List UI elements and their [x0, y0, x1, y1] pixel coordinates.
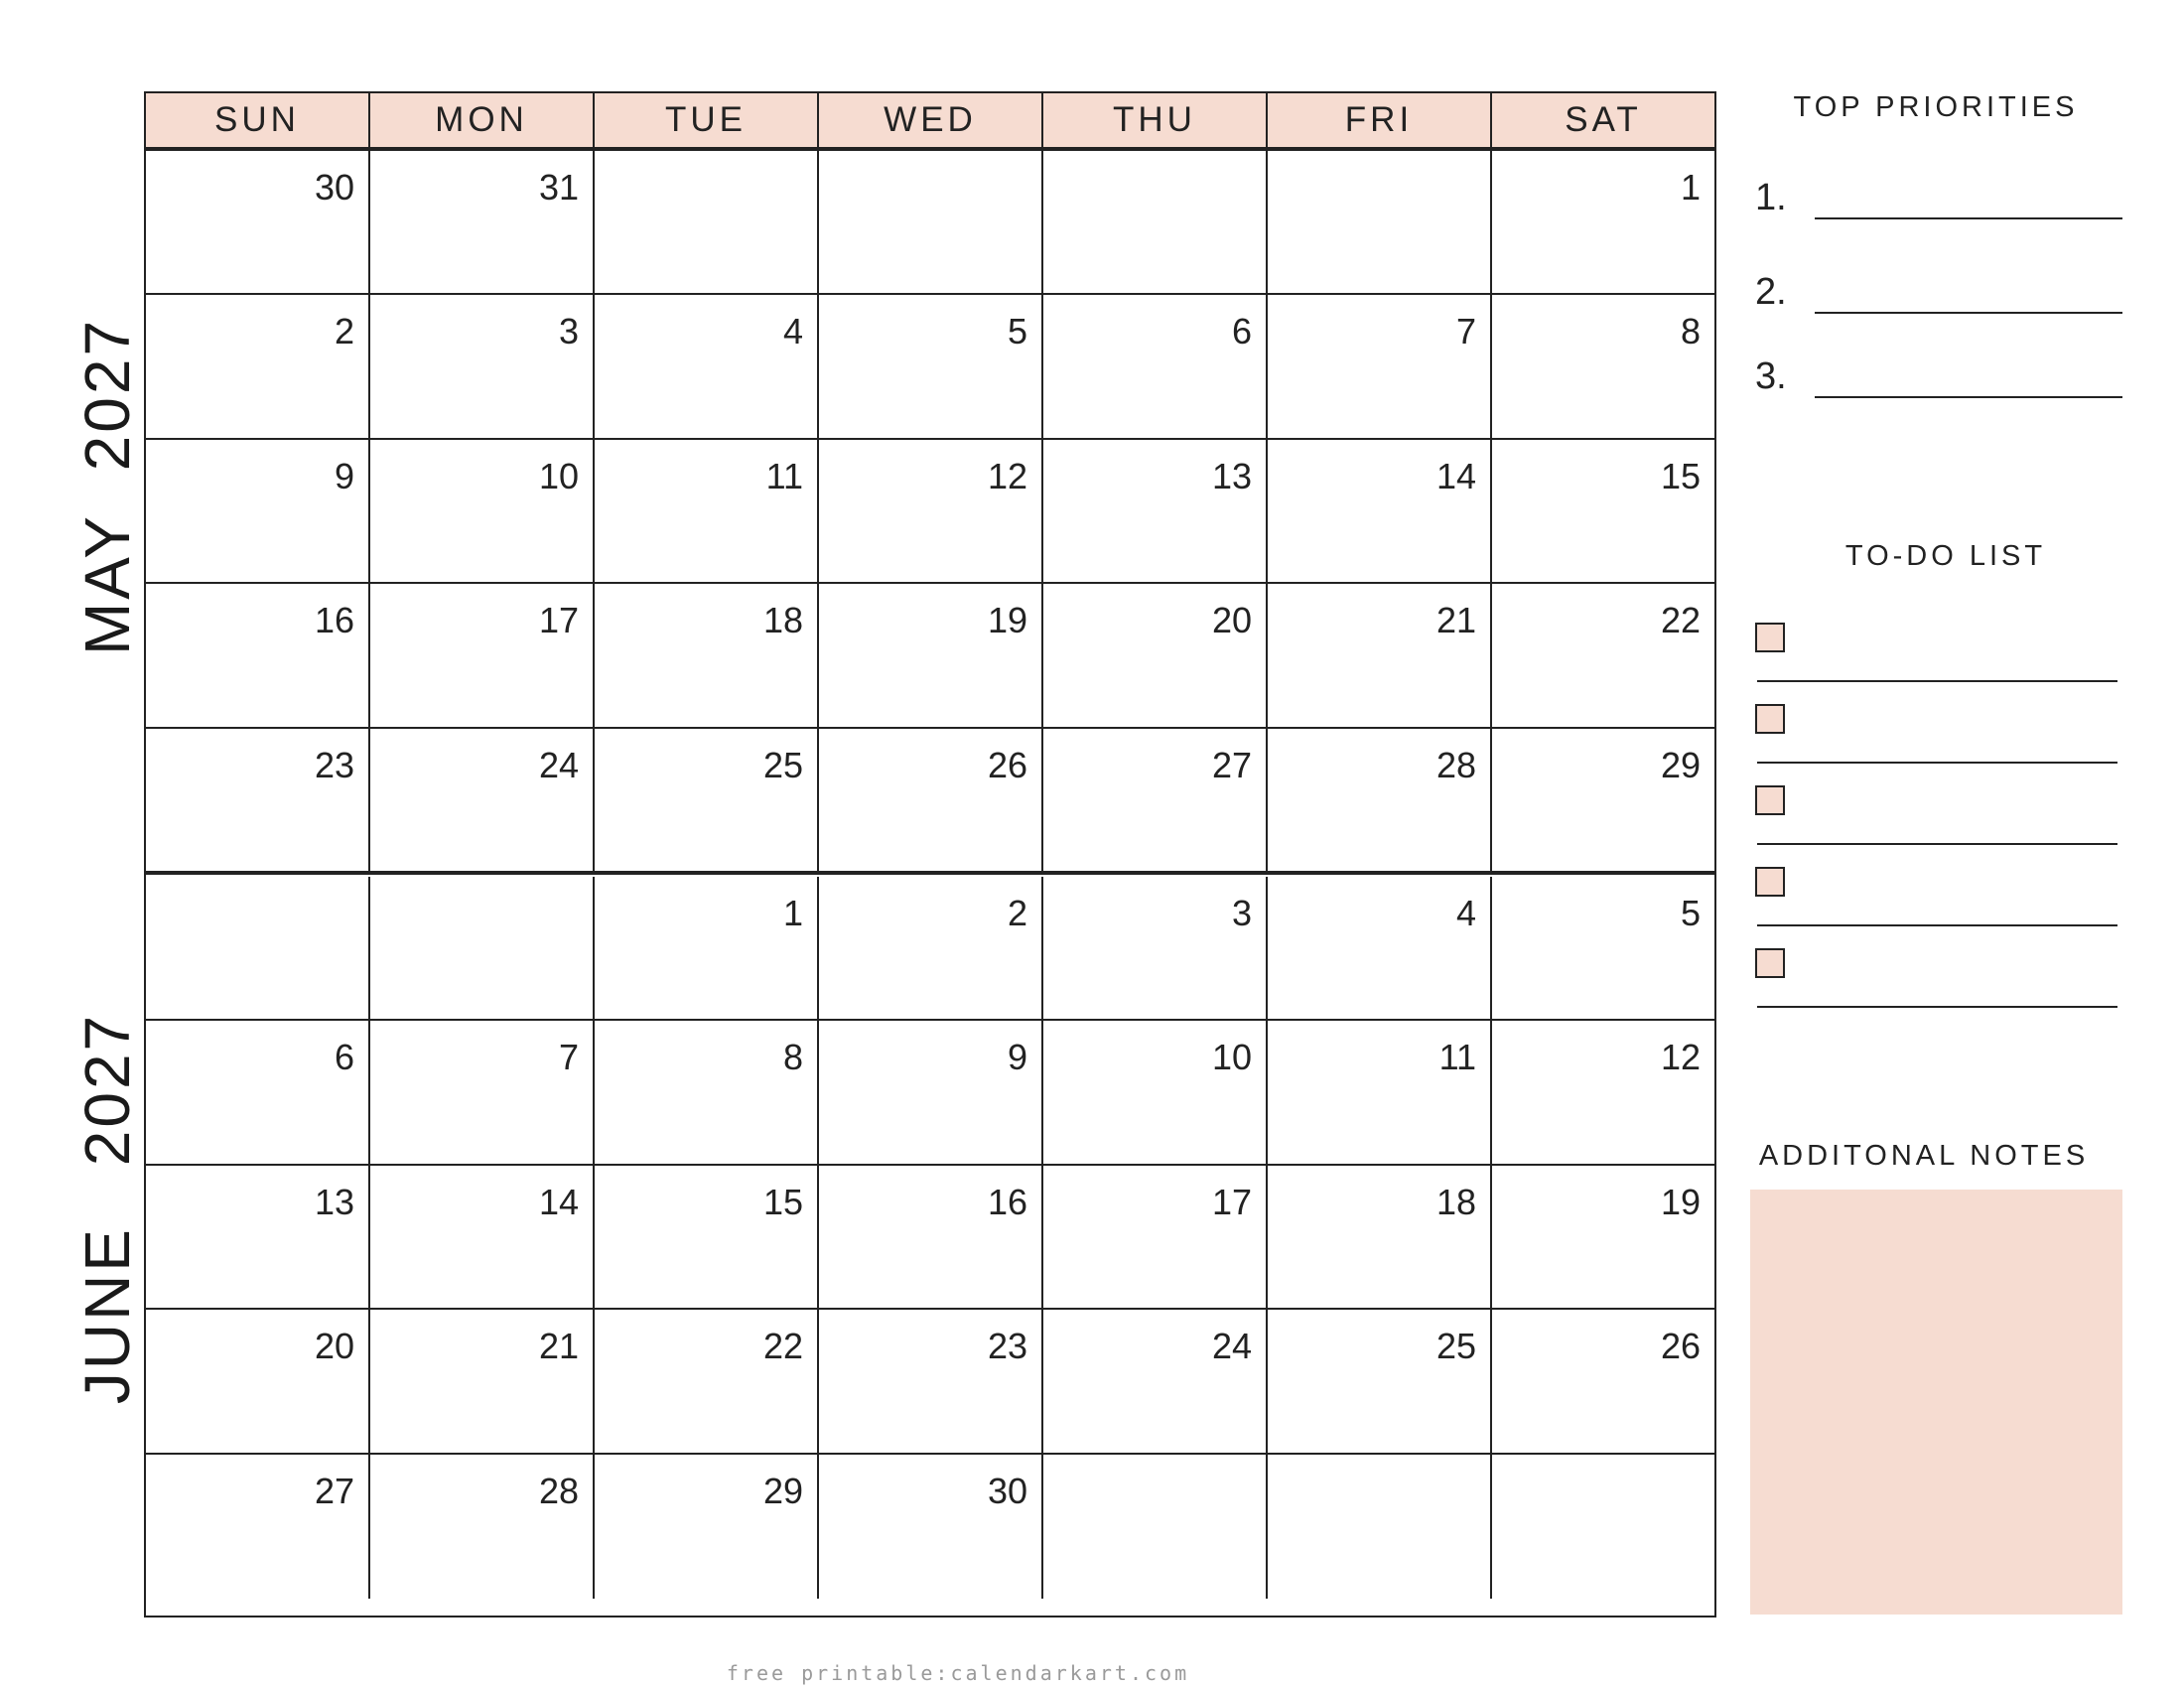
day-cell[interactable]	[1492, 1310, 1714, 1452]
day-number: 30	[987, 1470, 1027, 1511]
month-june-grid	[146, 877, 1714, 1599]
day-number: 29	[762, 1470, 803, 1511]
day-cell[interactable]	[1043, 584, 1268, 726]
weekday-label: WED	[819, 93, 1043, 147]
weekday-label: THU	[1043, 93, 1268, 147]
day-number: 5	[1007, 311, 1027, 352]
day-cell[interactable]	[819, 1310, 1043, 1452]
day-number: 13	[1211, 455, 1252, 496]
priority-item[interactable]	[1755, 170, 2122, 219]
day-cell[interactable]	[1268, 295, 1492, 437]
todo-item[interactable]	[1755, 623, 2117, 682]
day-number: 27	[1211, 744, 1252, 785]
day-cell[interactable]	[1492, 877, 1714, 1019]
day-cell[interactable]	[146, 729, 370, 873]
day-cell[interactable]	[1268, 1166, 1492, 1308]
day-number: 20	[314, 1326, 354, 1367]
day-number: 30	[314, 167, 354, 208]
day-number: 8	[782, 1037, 803, 1078]
day-number: 16	[314, 600, 354, 641]
week-row	[146, 1455, 1714, 1599]
weekday-label: SUN	[146, 93, 370, 147]
day-number: 11	[765, 455, 803, 496]
day-cell[interactable]	[1268, 1021, 1492, 1163]
day-cell[interactable]	[370, 1021, 595, 1163]
day-cell[interactable]	[819, 440, 1043, 582]
month-name: JUNE	[71, 1226, 143, 1405]
day-cell[interactable]	[819, 295, 1043, 437]
day-number: 28	[1435, 744, 1476, 785]
day-number: 14	[538, 1181, 579, 1222]
month-label-june	[68, 861, 147, 1556]
month-year: 2027	[71, 317, 143, 472]
week-row	[146, 584, 1714, 728]
priority-number: 3.	[1755, 355, 1787, 397]
day-number: 25	[762, 744, 803, 785]
week-row	[146, 1166, 1714, 1310]
day-number: 23	[987, 1326, 1027, 1367]
priority-write-line	[1815, 396, 2122, 398]
weekday-label: MON	[370, 93, 595, 147]
todo-item[interactable]	[1755, 948, 2117, 1008]
day-cell[interactable]	[146, 440, 370, 582]
day-number: 7	[1455, 311, 1476, 352]
day-number: 9	[334, 455, 354, 496]
notes-area[interactable]	[1750, 1190, 2122, 1615]
day-number: 19	[987, 600, 1027, 641]
day-cell[interactable]	[1268, 729, 1492, 873]
day-cell[interactable]	[146, 1021, 370, 1163]
day-cell[interactable]	[370, 440, 595, 582]
todo-write-line	[1757, 1006, 2117, 1008]
day-number: 17	[538, 600, 579, 641]
todo-item[interactable]	[1755, 704, 2117, 764]
day-cell[interactable]	[819, 584, 1043, 726]
day-number: 15	[1660, 455, 1701, 496]
day-number: 2	[1007, 893, 1027, 933]
todo-write-line	[1757, 924, 2117, 926]
day-cell[interactable]	[819, 1021, 1043, 1163]
day-cell[interactable]	[1043, 1166, 1268, 1308]
week-row	[146, 151, 1714, 295]
day-cell[interactable]	[370, 1455, 595, 1599]
day-number: 15	[762, 1181, 803, 1222]
calendar-grid	[144, 91, 1716, 1618]
day-cell[interactable]	[1043, 1021, 1268, 1163]
day-number: 10	[1211, 1037, 1252, 1078]
day-cell[interactable]	[370, 1310, 595, 1452]
day-cell[interactable]	[146, 1310, 370, 1452]
day-cell[interactable]	[595, 1021, 819, 1163]
day-cell[interactable]	[146, 1455, 370, 1599]
day-number: 7	[558, 1037, 579, 1078]
checkbox-icon[interactable]	[1755, 948, 1785, 978]
day-number: 22	[762, 1326, 803, 1367]
day-number: 13	[314, 1181, 354, 1222]
day-cell[interactable]	[1268, 151, 1492, 293]
checkbox-icon[interactable]	[1755, 785, 1785, 815]
month-year: 2027	[71, 1012, 143, 1167]
day-number: 21	[538, 1326, 579, 1367]
day-number: 26	[987, 744, 1027, 785]
day-cell[interactable]	[1268, 440, 1492, 582]
checkbox-icon[interactable]	[1755, 867, 1785, 897]
day-number: 4	[782, 311, 803, 352]
month-name: MAY	[71, 513, 143, 656]
day-cell[interactable]	[595, 295, 819, 437]
day-cell[interactable]	[819, 1166, 1043, 1308]
week-row	[146, 1310, 1714, 1454]
day-number: 3	[1231, 893, 1252, 933]
priority-number: 2.	[1755, 271, 1787, 313]
month-divider	[146, 871, 1714, 875]
weekday-header	[146, 93, 1714, 151]
day-number: 6	[334, 1037, 354, 1078]
day-cell[interactable]	[819, 729, 1043, 873]
day-cell[interactable]	[1043, 729, 1268, 873]
day-number: 16	[987, 1181, 1027, 1222]
weekday-label: SAT	[1565, 100, 1642, 139]
day-cell[interactable]	[595, 1166, 819, 1308]
priority-write-line	[1815, 312, 2122, 314]
day-cell[interactable]	[370, 877, 595, 1019]
weekday-label: TUE	[595, 93, 819, 147]
day-number: 1	[1680, 167, 1701, 208]
day-cell[interactable]	[370, 295, 595, 437]
day-cell[interactable]	[1492, 584, 1714, 726]
checkbox-icon[interactable]	[1755, 704, 1785, 734]
day-cell[interactable]	[370, 584, 595, 726]
day-cell[interactable]	[595, 151, 819, 293]
weekday-label: FRI	[1268, 93, 1492, 147]
month-label-may	[68, 139, 147, 834]
day-cell[interactable]	[1492, 729, 1714, 873]
day-cell[interactable]	[1268, 584, 1492, 726]
day-number: 1	[782, 893, 803, 933]
day-cell[interactable]	[819, 151, 1043, 293]
day-cell[interactable]	[1492, 1166, 1714, 1308]
day-cell[interactable]	[1043, 1455, 1268, 1599]
day-number: 17	[1211, 1181, 1252, 1222]
week-row	[146, 729, 1714, 873]
day-number: 8	[1680, 311, 1701, 352]
todo-title: TO-DO LIST	[1844, 540, 2047, 572]
week-row	[146, 440, 1714, 584]
day-cell[interactable]	[146, 1166, 370, 1308]
week-row	[146, 295, 1714, 439]
day-number: 28	[538, 1470, 579, 1511]
day-number: 4	[1455, 893, 1476, 933]
day-cell[interactable]	[1043, 440, 1268, 582]
day-number: 18	[1435, 1181, 1476, 1222]
day-cell[interactable]	[819, 877, 1043, 1019]
day-cell[interactable]	[146, 584, 370, 726]
day-cell[interactable]	[1492, 295, 1714, 437]
todo-write-line	[1757, 843, 2117, 845]
day-number: 9	[1007, 1037, 1027, 1078]
priority-item[interactable]	[1755, 349, 2122, 398]
day-cell[interactable]	[595, 1310, 819, 1452]
day-cell[interactable]	[1268, 877, 1492, 1019]
day-cell[interactable]	[1043, 1310, 1268, 1452]
todo-write-line	[1757, 680, 2117, 682]
priority-item[interactable]	[1755, 264, 2122, 314]
day-cell[interactable]	[1492, 1021, 1714, 1163]
day-cell[interactable]	[370, 1166, 595, 1308]
day-cell[interactable]	[1043, 295, 1268, 437]
day-cell[interactable]	[595, 877, 819, 1019]
day-number: 20	[1211, 600, 1252, 641]
todo-item[interactable]	[1755, 867, 2117, 926]
day-number: 25	[1435, 1326, 1476, 1367]
day-cell[interactable]	[1268, 1455, 1492, 1599]
day-number: 31	[538, 167, 579, 208]
day-cell[interactable]	[1492, 151, 1714, 293]
day-number: 11	[1438, 1037, 1476, 1078]
priorities-title: TOP PRIORITIES	[1793, 91, 2079, 123]
day-cell[interactable]	[1268, 1310, 1492, 1452]
priority-write-line	[1815, 217, 2122, 219]
day-number: 10	[538, 455, 579, 496]
priority-number: 1.	[1755, 177, 1787, 218]
day-number: 5	[1680, 893, 1701, 933]
day-cell[interactable]	[1492, 440, 1714, 582]
week-row	[146, 1021, 1714, 1165]
day-number: 24	[538, 744, 579, 785]
day-cell[interactable]	[1043, 151, 1268, 293]
day-number: 2	[334, 311, 354, 352]
day-number: 6	[1231, 311, 1252, 352]
day-cell[interactable]	[146, 877, 370, 1019]
day-number: 19	[1660, 1181, 1701, 1222]
day-number: 27	[314, 1470, 354, 1511]
notes-title: ADDITONAL NOTES	[1758, 1140, 2090, 1172]
day-number: 24	[1211, 1326, 1252, 1367]
day-number: 21	[1435, 600, 1476, 641]
day-cell[interactable]	[370, 151, 595, 293]
day-number: 29	[1660, 744, 1701, 785]
day-cell[interactable]	[595, 440, 819, 582]
day-number: 14	[1435, 455, 1476, 496]
day-cell[interactable]	[146, 151, 370, 293]
day-cell[interactable]	[1492, 1455, 1714, 1599]
day-number: 3	[558, 311, 579, 352]
day-number: 26	[1660, 1326, 1701, 1367]
day-cell[interactable]	[370, 729, 595, 873]
day-cell[interactable]	[1043, 877, 1268, 1019]
day-number: 12	[1660, 1037, 1701, 1078]
week-row	[146, 877, 1714, 1021]
day-cell[interactable]	[819, 1455, 1043, 1599]
day-number: 12	[987, 455, 1027, 496]
todo-item[interactable]	[1755, 785, 2117, 845]
todo-write-line	[1757, 762, 2117, 764]
day-cell[interactable]	[595, 729, 819, 873]
day-number: 18	[762, 600, 803, 641]
day-number: 22	[1660, 600, 1701, 641]
footer-credit: free printable:calendarkart.com	[726, 1661, 1190, 1685]
day-cell[interactable]	[146, 295, 370, 437]
checkbox-icon[interactable]	[1755, 623, 1785, 652]
day-number: 23	[314, 744, 354, 785]
sidebar	[1747, 0, 2124, 1688]
day-cell[interactable]	[595, 1455, 819, 1599]
month-may-grid	[146, 151, 1714, 873]
day-cell[interactable]	[595, 584, 819, 726]
